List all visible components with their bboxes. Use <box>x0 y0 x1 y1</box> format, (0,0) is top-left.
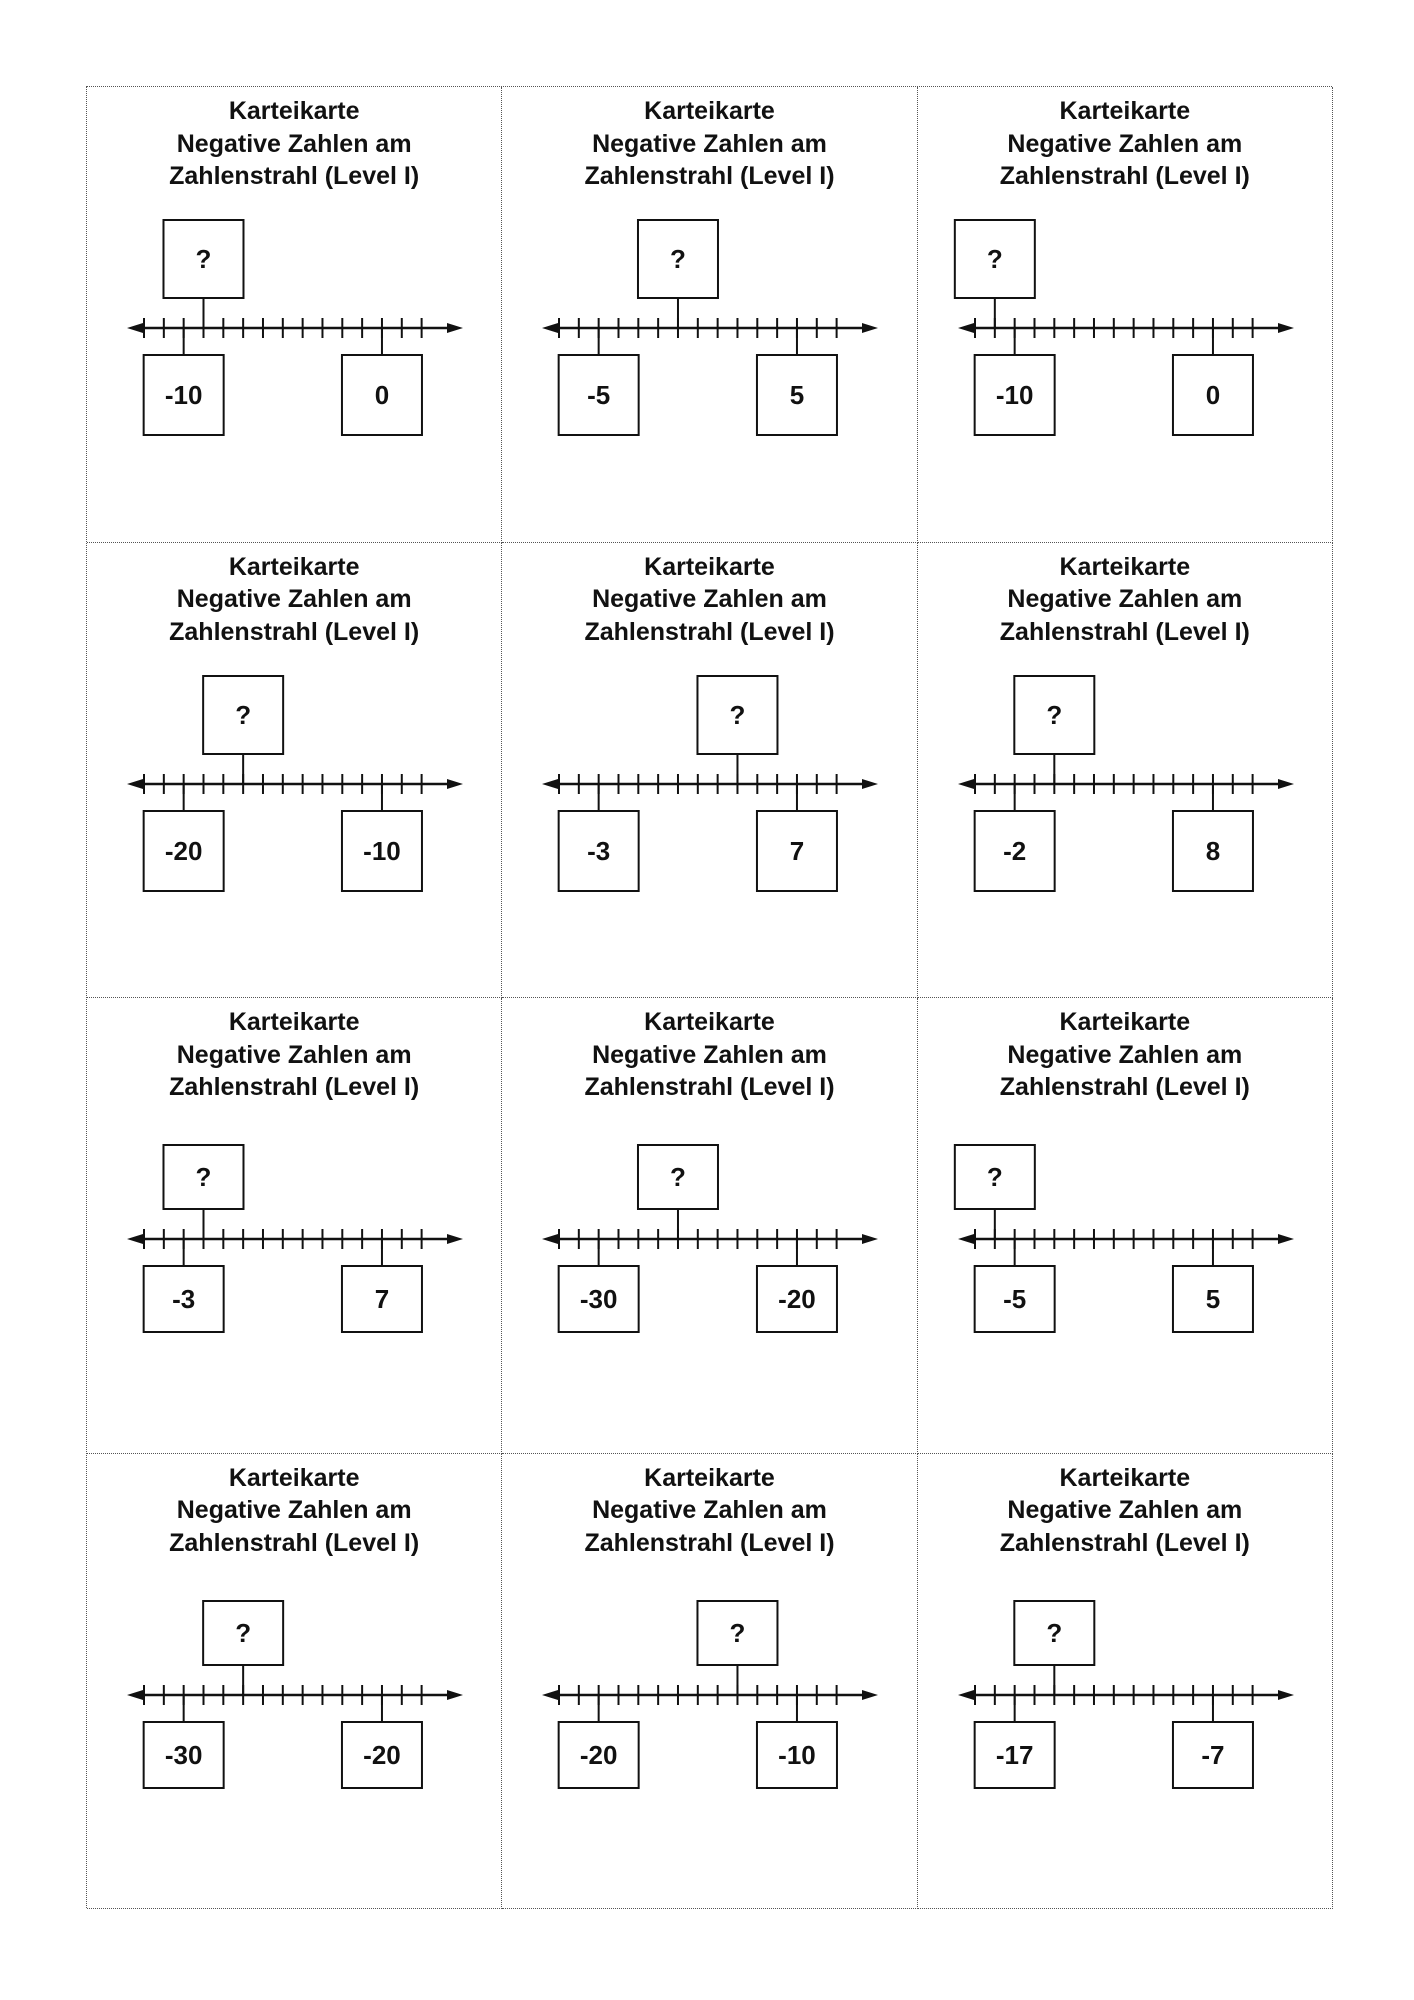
number-line <box>918 1454 1333 1910</box>
card-title-line-1: Negative Zahlen am <box>1007 1496 1243 1524</box>
flashcard <box>918 543 1333 999</box>
arrow-left-icon <box>542 1234 558 1244</box>
card-title-line-2: Zahlenstrahl (Level I) <box>169 617 420 646</box>
arrow-left-icon <box>958 323 974 333</box>
question-mark: ? <box>986 1162 1003 1192</box>
flashcard <box>502 1454 917 1910</box>
question-mark: ? <box>235 699 252 730</box>
card-label: Karteikarte <box>1059 1008 1191 1036</box>
flashcard-sheet <box>86 86 1332 1908</box>
right-value-label: 8 <box>1205 835 1220 866</box>
card-title-line-1: Negative Zahlen am <box>1007 129 1243 158</box>
arrow-right-icon <box>447 1690 463 1700</box>
number-line <box>918 87 1333 543</box>
card-title-line-2: Zahlenstrahl (Level I) <box>999 162 1250 190</box>
flashcard <box>918 1454 1333 1910</box>
card-title-line-2: Zahlenstrahl (Level I) <box>584 1073 835 1101</box>
card-title-line-2: Zahlenstrahl (Level I) <box>584 162 835 190</box>
arrow-left-icon <box>542 1690 558 1700</box>
flashcard <box>87 1454 502 1910</box>
card-label: Karteikarte <box>1059 1463 1191 1492</box>
arrow-left-icon <box>542 323 558 333</box>
arrow-left-icon <box>958 1234 974 1244</box>
left-value-label: -5 <box>587 380 611 410</box>
number-line <box>502 1454 917 1910</box>
question-mark: ? <box>1046 699 1062 730</box>
left-value-label: -20 <box>580 1739 618 1770</box>
card-title-line-2: Zahlenstrahl (Level I) <box>999 1528 1250 1557</box>
right-value-label: -10 <box>363 835 401 866</box>
number-line <box>502 543 917 999</box>
arrow-left-icon <box>127 323 143 333</box>
flashcard <box>87 87 502 543</box>
card-label: Karteikarte <box>644 1008 775 1036</box>
number-line <box>918 543 1333 999</box>
number-line <box>502 87 917 543</box>
right-value-label: 7 <box>374 1284 390 1314</box>
card-title-line-1: Negative Zahlen am <box>176 585 412 613</box>
card-title-line-2: Zahlenstrahl (Level I) <box>584 617 835 646</box>
number-line <box>87 543 502 999</box>
flashcard <box>502 87 917 543</box>
arrow-left-icon <box>958 1690 974 1700</box>
card-title-line-2: Zahlenstrahl (Level I) <box>169 1073 420 1101</box>
flashcard <box>502 543 917 999</box>
arrow-left-icon <box>542 779 558 789</box>
left-value-label: -5 <box>1002 1284 1026 1314</box>
arrow-left-icon <box>127 1690 143 1700</box>
arrow-right-icon <box>447 1234 463 1244</box>
card-title-line-1: Negative Zahlen am <box>592 1496 827 1524</box>
card-label: Karteikarte <box>644 1463 775 1492</box>
number-line <box>87 998 502 1454</box>
left-value-label: -30 <box>164 1739 203 1770</box>
arrow-right-icon <box>1278 779 1294 789</box>
flashcard <box>918 998 1333 1454</box>
arrow-right-icon <box>862 1690 878 1700</box>
arrow-right-icon <box>862 779 878 789</box>
card-label: Karteikarte <box>644 552 775 581</box>
right-value-label: -10 <box>778 1739 817 1770</box>
question-mark: ? <box>670 244 687 274</box>
card-label: Karteikarte <box>1059 97 1191 125</box>
number-line <box>918 998 1333 1454</box>
question-mark: ? <box>195 244 212 274</box>
question-mark: ? <box>1046 1617 1062 1648</box>
left-value-label: -10 <box>164 380 203 410</box>
card-label: Karteikarte <box>228 1008 360 1036</box>
right-value-label: 0 <box>374 380 390 410</box>
left-value-label: -30 <box>580 1284 618 1314</box>
card-title-line-2: Zahlenstrahl (Level I) <box>999 617 1250 646</box>
left-value-label: -3 <box>587 835 611 866</box>
arrow-left-icon <box>958 779 974 789</box>
right-value-label: 7 <box>790 835 805 866</box>
card-label: Karteikarte <box>644 97 775 125</box>
arrow-left-icon <box>127 1234 143 1244</box>
arrow-right-icon <box>1278 323 1294 333</box>
right-value-label: 5 <box>1205 1284 1220 1314</box>
arrow-right-icon <box>1278 1690 1294 1700</box>
question-mark: ? <box>195 1162 212 1192</box>
flashcard <box>87 998 502 1454</box>
card-title-line-1: Negative Zahlen am <box>176 1496 412 1524</box>
arrow-right-icon <box>447 323 463 333</box>
card-label: Karteikarte <box>1059 552 1191 581</box>
question-mark: ? <box>235 1617 252 1648</box>
card-title-line-1: Negative Zahlen am <box>592 129 827 158</box>
number-line <box>502 998 917 1454</box>
number-line <box>87 1454 502 1910</box>
number-line <box>87 87 502 543</box>
card-title-line-2: Zahlenstrahl (Level I) <box>169 1528 420 1557</box>
card-title-line-2: Zahlenstrahl (Level I) <box>999 1073 1250 1101</box>
question-mark: ? <box>729 1617 746 1648</box>
card-label: Karteikarte <box>228 1463 360 1492</box>
left-value-label: -3 <box>172 1284 196 1314</box>
right-value-label: 0 <box>1205 380 1220 410</box>
card-label: Karteikarte <box>228 552 360 581</box>
right-value-label: 5 <box>790 380 805 410</box>
card-title-line-1: Negative Zahlen am <box>1007 1040 1243 1069</box>
left-value-label: -17 <box>995 1739 1034 1770</box>
card-title-line-1: Negative Zahlen am <box>176 129 412 158</box>
question-mark: ? <box>729 699 746 730</box>
card-title-line-2: Zahlenstrahl (Level I) <box>584 1528 835 1557</box>
left-value-label: -20 <box>164 835 203 866</box>
left-value-label: -2 <box>1002 835 1026 866</box>
question-mark: ? <box>670 1162 687 1192</box>
card-label: Karteikarte <box>228 97 360 125</box>
arrow-right-icon <box>862 1234 878 1244</box>
left-value-label: -10 <box>995 380 1034 410</box>
arrow-right-icon <box>447 779 463 789</box>
card-title-line-1: Negative Zahlen am <box>592 585 827 613</box>
card-title-line-1: Negative Zahlen am <box>1007 585 1243 613</box>
arrow-right-icon <box>862 323 878 333</box>
right-value-label: -20 <box>778 1284 817 1314</box>
question-mark: ? <box>986 244 1003 274</box>
arrow-right-icon <box>1278 1234 1294 1244</box>
card-title-line-1: Negative Zahlen am <box>176 1040 412 1069</box>
card-title-line-1: Negative Zahlen am <box>592 1040 827 1069</box>
flashcard <box>918 87 1333 543</box>
right-value-label: -20 <box>363 1739 401 1770</box>
flashcard <box>502 998 917 1454</box>
card-title-line-2: Zahlenstrahl (Level I) <box>169 162 420 190</box>
arrow-left-icon <box>127 779 143 789</box>
right-value-label: -7 <box>1201 1739 1225 1770</box>
flashcard <box>87 543 502 999</box>
